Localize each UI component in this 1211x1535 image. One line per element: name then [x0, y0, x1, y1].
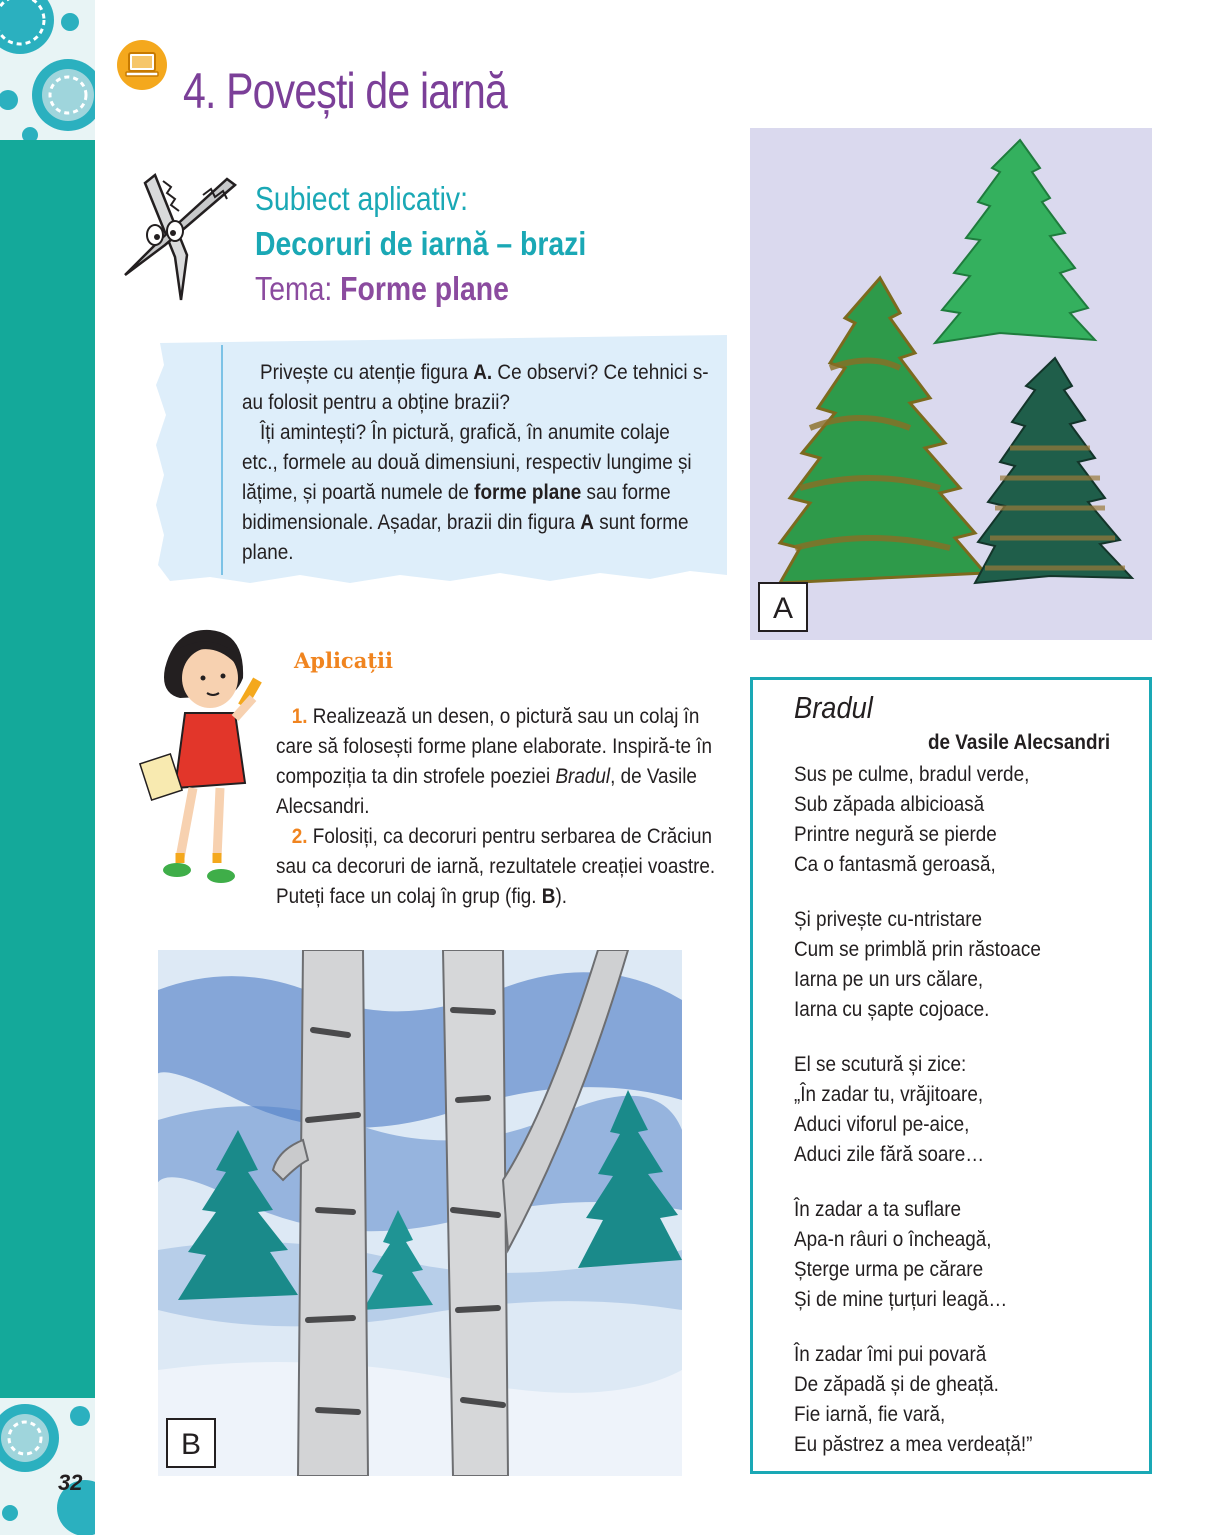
- scissors-mascot-icon: [115, 165, 245, 305]
- info-paragraph-2: Îți amintești? În pictură, grafică, în anumite colaje etc., formele au două dimensiuni, respectiv lungime și lățime, și poartă numele de forme plane sau forme bidimensionale. Așadar, brazii din figura A sunt forme plane.: [242, 421, 692, 564]
- computer-icon: [117, 40, 167, 90]
- theme-line: [255, 270, 509, 308]
- poem-line: Sub zăpada albicioasă: [794, 793, 985, 816]
- figure-a-photo: [750, 128, 1152, 640]
- application-item-1: 1. Realizează un desen, o pictură sau un colaj în care să folosești forme plane elaborate. Inspiră-te în compoziția ta din strofele poeziei Bradul, de Vasile Alecsandri.: [276, 705, 712, 818]
- poem-line: Eu păstrez a mea verdeață!”: [794, 1433, 1033, 1456]
- poem-line: Și de mine țurțuri leagă…: [794, 1288, 1008, 1311]
- poem-line: În zadar a ta suflare: [794, 1198, 962, 1221]
- poem-stanza: [794, 760, 1041, 880]
- figure-b-painting: [158, 950, 682, 1476]
- figure-b-label: B: [166, 1418, 216, 1468]
- poem-author: de Vasile Alecsandri: [928, 731, 1111, 754]
- application-item-2: 2. Folosiți, ca decoruri pentru serbarea de Crăciun sau ca decoruri de iarnă, rezultatele creației voastre. Puteți face un colaj în grup (fig. B).: [276, 825, 716, 908]
- poem-stanza: [794, 905, 1041, 1025]
- poem-line: „În zadar tu, vrăjitoare,: [794, 1083, 984, 1106]
- poem-line: Aduci zile fără soare…: [794, 1143, 985, 1166]
- figure-a-label: A: [758, 582, 808, 632]
- poem-stanza: [794, 1050, 1041, 1170]
- poem-line: Șterge urma pe cărare: [794, 1258, 984, 1281]
- poem-line: Iarna pe un urs călare,: [794, 968, 984, 991]
- page-number: 32: [58, 1470, 83, 1495]
- subject-label: Subiect aplicativ:: [255, 180, 468, 217]
- poem-line: În zadar îmi pui povară: [794, 1343, 987, 1366]
- poem-line: De zăpadă și de gheață.: [794, 1373, 999, 1396]
- decorative-circles-bottom: [0, 1398, 95, 1535]
- poem-title: Bradul: [794, 690, 873, 725]
- applications-heading: Aplicații: [294, 648, 393, 673]
- poem-line: El se scutură și zice:: [794, 1053, 967, 1076]
- theme-label: Tema:: [255, 270, 333, 307]
- applications-text: [276, 702, 735, 912]
- poem-line: Aduci viforul pe-aice,: [794, 1113, 970, 1136]
- info-text: [242, 358, 710, 568]
- poem-line: Ca o fantasmă geroasă,: [794, 853, 996, 876]
- decorative-circles-top: [0, 0, 95, 140]
- poem-stanza: [794, 1195, 1041, 1315]
- theme-value: Forme plane: [340, 270, 509, 307]
- girl-illustration: [135, 618, 275, 893]
- poem-line: Cum se primblă prin răstoace: [794, 938, 1041, 961]
- poem-stanza: [794, 1340, 1041, 1460]
- poem-line: Și privește cu-ntristare: [794, 908, 983, 931]
- poem-line: Printre negură se pierde: [794, 823, 997, 846]
- poem-body: [794, 760, 1041, 1485]
- poem-line: Fie iarnă, fie vară,: [794, 1403, 946, 1426]
- subject-title: Decoruri de iarnă – brazi: [255, 225, 587, 262]
- poem-line: Iarna cu șapte cojoace.: [794, 998, 990, 1021]
- page-title: 4. Povești de iarnă: [183, 63, 508, 119]
- margin-strip: [0, 0, 95, 1535]
- poem-line: Apa-n râuri o încheagă,: [794, 1228, 992, 1251]
- poem-line: Sus pe culme, bradul verde,: [794, 763, 1030, 786]
- info-paragraph-1: Privește cu atenție figura A. Ce observi? Ce tehnici s-au folosit pentru a obține brazii?: [242, 361, 709, 414]
